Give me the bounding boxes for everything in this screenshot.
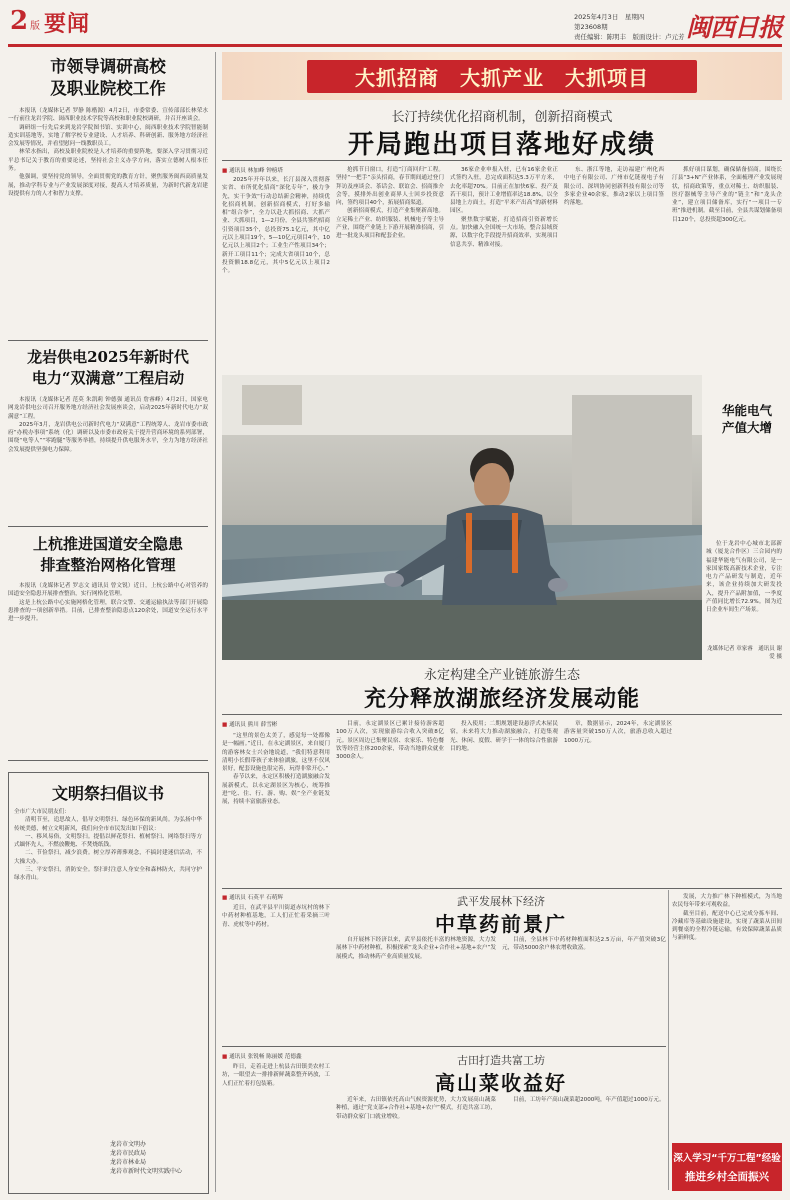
- campaign-banner: [222, 52, 782, 100]
- second-story-headline: 充分释放湖旅经济发展动能: [363, 687, 640, 712]
- main-story-col-2: [336, 166, 444, 371]
- paragraph: 近年来，古田镇依托高山气候资源优势，大力发展高山蔬菜种植，通过“党支部+合作社+基地+农户”模式，打造共富工坊，带动群众家门口就业增收。: [336, 1097, 496, 1120]
- paragraph: 本报讯（龙媒体记者 范莫 朱凯莉 钟德强 通讯员 詹睿峰）4月2日，国家电网龙岩供电公司召开服务地方经济社会发展座谈会，启动2025年新时代电力“双满意”工程。: [8, 397, 208, 420]
- main-story-kicker: 长汀持续优化招商机制，创新招商模式: [391, 110, 613, 125]
- veg-story-byline: [222, 1052, 302, 1060]
- paragraph: 抓好项目谋划，确保储备招商。围绕长汀县“3+N”产业体系，全面梳理产业发展现状，招商政策等，重点对稀土、纺织服装、医疗器械等主导产业的“链主”和“龙头企业”，建立项目储备库，实行“一项目一专班”推进机制。截至目前，全县共谋划储备项目120个，总投资超300亿元。: [672, 167, 782, 223]
- bottom-slogan-line: 深入学习“千万工程”经验: [673, 1153, 781, 1164]
- paragraph: 春节以来，永定区积极打造湖旅融合发展新模式，以永定湖景区为核心，统筹推进“吃、住、行、游、购、娱”全产业链发展，持续丰富旅游业态。: [222, 774, 330, 806]
- signature: 龙岩市林业局: [110, 1159, 147, 1166]
- paragraph: 投入使用；二期规划建设悬浮式木屋民宿，未来将大力推动湖旅融合，打造集观光、休闲、度假、研学于一体的综合性旅游目的地。: [450, 721, 558, 752]
- column-divider: [668, 890, 669, 1190]
- byline-marker: ■: [222, 895, 228, 901]
- signatures: [110, 1140, 205, 1176]
- story-title: [8, 347, 208, 389]
- second-story-kicker: 永定构建全产业链旅游生态: [423, 668, 580, 683]
- factory-photo: [222, 375, 702, 660]
- main-story-byline: [222, 166, 283, 174]
- spacer-box: [678, 720, 782, 882]
- paragraph: 2025年开年以来，长汀县深入贯彻落实省、市所优化招商“深化专年”，极力争先，实干争效“行动总结新会精神，持续优化招商机制，创新招商模式，打好多输相“组合拳”，全力以赴大抓招商、大抓产业、大抓项目，1—2月份，全县共签约招商引资项目35个，总投资75.1亿元，其中亿元以上项目19个，5—10亿元项目4个，10亿元以上项目2个；工业生产性项目34个；新开工项目11个；完成大省项目10个，总投资额18.8亿元，其中5亿元以上项目2个。: [222, 177, 330, 275]
- herb-story-col-1: [222, 904, 330, 1040]
- photo-caption-title: [712, 402, 782, 436]
- paragraph: 昨日，走着走进上杭县古田镇美农村工坊，一眼望去一排排新鲜蔬菜整齐码放，工人们正忙着打包装箱。: [222, 1064, 330, 1087]
- main-story-col-5: [672, 166, 782, 371]
- second-story-col-1: [222, 732, 330, 882]
- left-column-divider: [215, 52, 216, 1192]
- story-body: [14, 808, 202, 1118]
- story-title-line: 电力“双满意”工程启动: [31, 369, 185, 387]
- bottom-slogan-box: [672, 1143, 782, 1191]
- veg-story-col-2: [336, 1096, 496, 1191]
- paragraph: 2025年3月，龙岩供电公司新时代电力“双满意”工程统筹人、龙岩市委市政府“办税办事项”系统（化）调研以及市委市政府关于提升营商环境的系列部署，围绕“电等人”“零跑腿”等服务举措，持续提升供电服务水平，全力为地方经济社会发展提供坚强电力保障。: [8, 421, 208, 453]
- veg-story-col-3: [502, 1096, 666, 1191]
- issue-number: 第23608期: [574, 23, 608, 31]
- section-title: 要闻: [44, 11, 91, 37]
- section-divider: [222, 1046, 666, 1047]
- veg-story-kicker: 古田打造共富工坊: [457, 1054, 545, 1067]
- herb-story-byline: [222, 893, 283, 901]
- second-story-col-4: [564, 720, 672, 882]
- byline-marker: ■: [222, 1054, 228, 1060]
- bottom-slogan-line: 推进乡村全面振兴: [685, 1171, 769, 1183]
- byline-marker: ■: [222, 168, 228, 174]
- second-story-col-2: [336, 720, 444, 882]
- paragraph: 三、平安祭扫，消防安全。祭扫时注意人身安全和森林防火，共同守护绿水青山。: [14, 867, 202, 882]
- paragraph: “这里的景色太美了，感觉每一处都像是一幅画。”近日，在永定湖景区，来自厦门的游客林女士兴奋地说道，“我们特意利用清明小长假带孩子来体验湖旅，这里不仅风景好，配套设施也很完善，玩得非常开心。”: [222, 733, 330, 773]
- paragraph: 聚焦数字赋能，打造招商引资新增长点。加快融入全国统一大市场，整合县域资源，以数字化手段提升招商效率，实现项目信息共享、精准对接。: [450, 216, 558, 248]
- page-number-label: 版: [30, 21, 40, 32]
- left-divider: [8, 340, 208, 341]
- left-divider: [8, 526, 208, 527]
- signature: 龙岩市民政局: [110, 1150, 147, 1157]
- byline-label: 通讯员: [229, 168, 246, 174]
- paragraph: 抢抓节日窗口，打造“汀商回归”工程。坚持“一把手”亲头招商，春节期间通过登门拜访及座谈会、茶话会、联谊会、招商推介会等，摸排外出创业商界人士回乡投资意向，签约项目40个，拓展招商渠道。: [336, 167, 444, 207]
- paragraph: 东、浙江等地，走访福建广州化西中电子有限公司、广州市亿链视电子有限公司、深圳协同创新科技有限公司等多家企业40余家，推动2家以上项目签约落地。: [564, 167, 664, 207]
- paragraph: 36家企业申报入驻，已有16家企业正式签约入驻，总完成面积达5.3万平方米，去化率超70%。目前正在加快6家、投产及若干项目，预计工业增值率达18.8%，以全县地上方面土，打造“平米产出高”的新材料园区。: [450, 167, 558, 215]
- byline-label: 通讯员: [229, 895, 246, 901]
- byline-names: 石英平 石萌辉: [247, 895, 283, 901]
- story-body: [8, 396, 208, 521]
- paragraph: 发展，大力推广林下种植模式，为当地农民每年带来可观收益。: [672, 894, 782, 909]
- story-title: 文明祭扫倡议书: [51, 784, 164, 803]
- story-title: [8, 56, 208, 100]
- masthead-rule: [8, 44, 782, 47]
- paragraph: 章，数据显示，2024年，永定湖景区游客量突破150万人次，旅游总收入超过1000万元。: [564, 721, 672, 744]
- byline-names: 熊川 薛雪彬: [247, 722, 278, 728]
- main-story-col-1: [222, 176, 330, 371]
- veg-story-headline: 高山菜收益好: [435, 1071, 567, 1095]
- factory-worker-image: [222, 375, 702, 660]
- story-body: [8, 582, 208, 754]
- second-story-col-3: [450, 720, 558, 882]
- paragraph: 这是上杭公路中心实施网格化管理，联合交警、交通运输执法等部门开展隐患排查的一项创新举措。目前，已排查整治隐患点120余处，国道安全运行水平进一步提升。: [8, 599, 208, 623]
- byline-names: 林加峰 钟榜塔: [247, 168, 283, 174]
- story-title-line: 龙岩供电2025年新时代: [27, 348, 189, 366]
- paragraph: 目前，全县林下中药材种植面积达2.5万亩，年产值突破3亿元，带动5000余户林农增收致富。: [502, 937, 666, 952]
- right-bottom-col: [672, 893, 782, 1138]
- byline-label: 通讯员: [229, 722, 246, 728]
- paragraph: 全市广大市民朋友们：: [14, 809, 70, 815]
- byline-label: 通讯员: [229, 1054, 246, 1060]
- headline-rule: [222, 714, 782, 715]
- paragraph: 近日，在武平县平川街道赤坑村的林下中药材种植基地，工人们正忙着采摘三叶青、虎杖等中药材。: [222, 905, 330, 928]
- paragraph: 截至目前，配送中心已完成分拣车间、冷藏库等基础设施建设，实现了蔬菜从田间到餐桌的全程冷链运输，有效保障蔬菜品质与新鲜度。: [672, 910, 782, 942]
- story-title-line: 上杭推进国道安全隐患: [32, 535, 183, 553]
- caption-title-line: 产值大增: [721, 420, 772, 435]
- story-title: [8, 534, 208, 576]
- paragraph: 林荣水指出，高校及职业院校是人才培养的重要阵地，要深入学习贯彻习近平总书记关于教育的重要论述，坚持社会主义办学方向，落实立德树人根本任务。: [8, 149, 208, 173]
- paragraph: 清明节至，追思故人，倡导文明祭扫、绿色环保的新风尚。为弘扬中华传统美德，树立文明新风，我们向全市市民发出如下倡议：: [14, 817, 202, 832]
- signature: 龙岩市文明办: [110, 1141, 147, 1148]
- paragraph: 他强调，要坚持党的领导，全面贯彻党的教育方针，聚焦服务闽西高质量发展，推动学科专业与产业发展深度对接，提高人才培养质量，为新时代新龙岩建设提供有力的人才和智力支撑。: [8, 174, 208, 197]
- byline-marker: ■: [222, 722, 228, 728]
- issue-date: 2025年4月3日 星期四: [574, 13, 645, 21]
- main-story-headline: 开局跑出项目落地好成绩: [347, 130, 656, 160]
- caption-title-line: 华能电气: [721, 403, 772, 418]
- byline-names: 张锐畅 陈丽媛 范德鑫: [247, 1054, 302, 1060]
- herb-story-headline: 中草药前景广: [435, 912, 567, 936]
- photo-credit: 龙媒体记者 章家睿 通讯员 谢爱 摄: [707, 646, 782, 660]
- story-title-line: 市领导调研高校: [50, 57, 166, 76]
- paragraph: 本报讯（龙媒体记者 罗志文 通讯员 曾文锐）近日，上杭公路中心对管养的国道安全隐患开展排查整治，实行网格化管理。: [8, 583, 208, 598]
- main-story-col-3: [450, 166, 558, 371]
- headline-rule: [222, 160, 782, 161]
- second-story-byline: [222, 720, 277, 728]
- newspaper-logo: 闽西日报: [686, 13, 783, 42]
- caption-paragraph: 位于龙岩中心城市北部新城（厦龙合作区）三合园内的福建华能电气有限公司，是一家国家级高新技术企业，专注电力产品研发与制造，近年来，该企业持续加大研发投入，提升产品附加值，一季度产值同比增长72.9%。图为近日企业车间生产场景。: [706, 541, 782, 614]
- story-title-line: 排查整治网格化管理: [40, 556, 176, 574]
- editors: 责任编辑：陈明丰 版面设计：卢元芳: [574, 33, 685, 41]
- section-divider: [222, 888, 782, 889]
- story-title-line: 及职业院校工作: [50, 79, 166, 98]
- herb-story-col-2: [336, 936, 496, 1040]
- signature: 龙岩市新时代文明实践中心: [110, 1168, 183, 1175]
- paragraph: 一、移风易俗，文明祭扫。提倡以鲜花祭扫、植树祭扫、网络祭扫等方式缅怀先人，不燃放鞭炮、不焚烧纸钱。: [14, 833, 202, 849]
- banner-slogan: 大抓招商 大抓产业 大抓项目: [355, 66, 649, 90]
- story-body: [8, 107, 208, 337]
- paragraph: 目前，工坊年产高山蔬菜超2000吨，年产值超过1000万元。: [513, 1097, 665, 1103]
- herb-story-col-3: [502, 936, 666, 1040]
- paragraph: 目前，永定湖景区已累计接待游客超100万人次，实现旅游综合收入突破8亿元。景区周边已集聚民宿、农家乐、特色餐饮等经营主体200余家，带动当地群众就业3000余人。: [336, 721, 444, 761]
- paragraph: 本报讯（龙媒体记者 罗静 陈楷源）4月2日，市委常委、宣传部部长林荣水一行前往龙岩学院、闽西职业技术学院等高校和职业院校调研，并召开座谈会。: [8, 108, 208, 123]
- paragraph: 调研组一行先后来到龙岩学院图书馆、实训中心，闽西职业技术学院智能制造实训基地等，实地了解学校专业建设、人才培养、科研创新、服务地方经济社会发展等情况，并看望慰问一线教职员工。: [8, 124, 208, 148]
- main-story-col-4: [564, 166, 664, 371]
- left-divider: [8, 760, 208, 761]
- photo-caption-text: [706, 540, 782, 648]
- paragraph: 二、节俭祭扫，减少浪费。树立厚养薄葬观念，不搞封建迷信活动，不大操大办。: [14, 850, 202, 865]
- paragraph: 创新招商模式，打造产业集聚新高地。立足稀土产业、纺织服装、机械电子等主导产业，围绕产业链上下游开展精准招商，引进一批龙头项目和配套企业。: [336, 208, 444, 240]
- paragraph: 自开展林下经济以来，武平县依托丰富的林地资源，大力发展林下中药材种植，积极探索“龙头企业+合作社+基地+农户”发展模式，推动林药产业高质量发展。: [336, 937, 496, 960]
- herb-story-kicker: 武平发展林下经济: [457, 895, 545, 908]
- page-number: 2: [10, 6, 29, 36]
- veg-story-col-1: [222, 1063, 330, 1191]
